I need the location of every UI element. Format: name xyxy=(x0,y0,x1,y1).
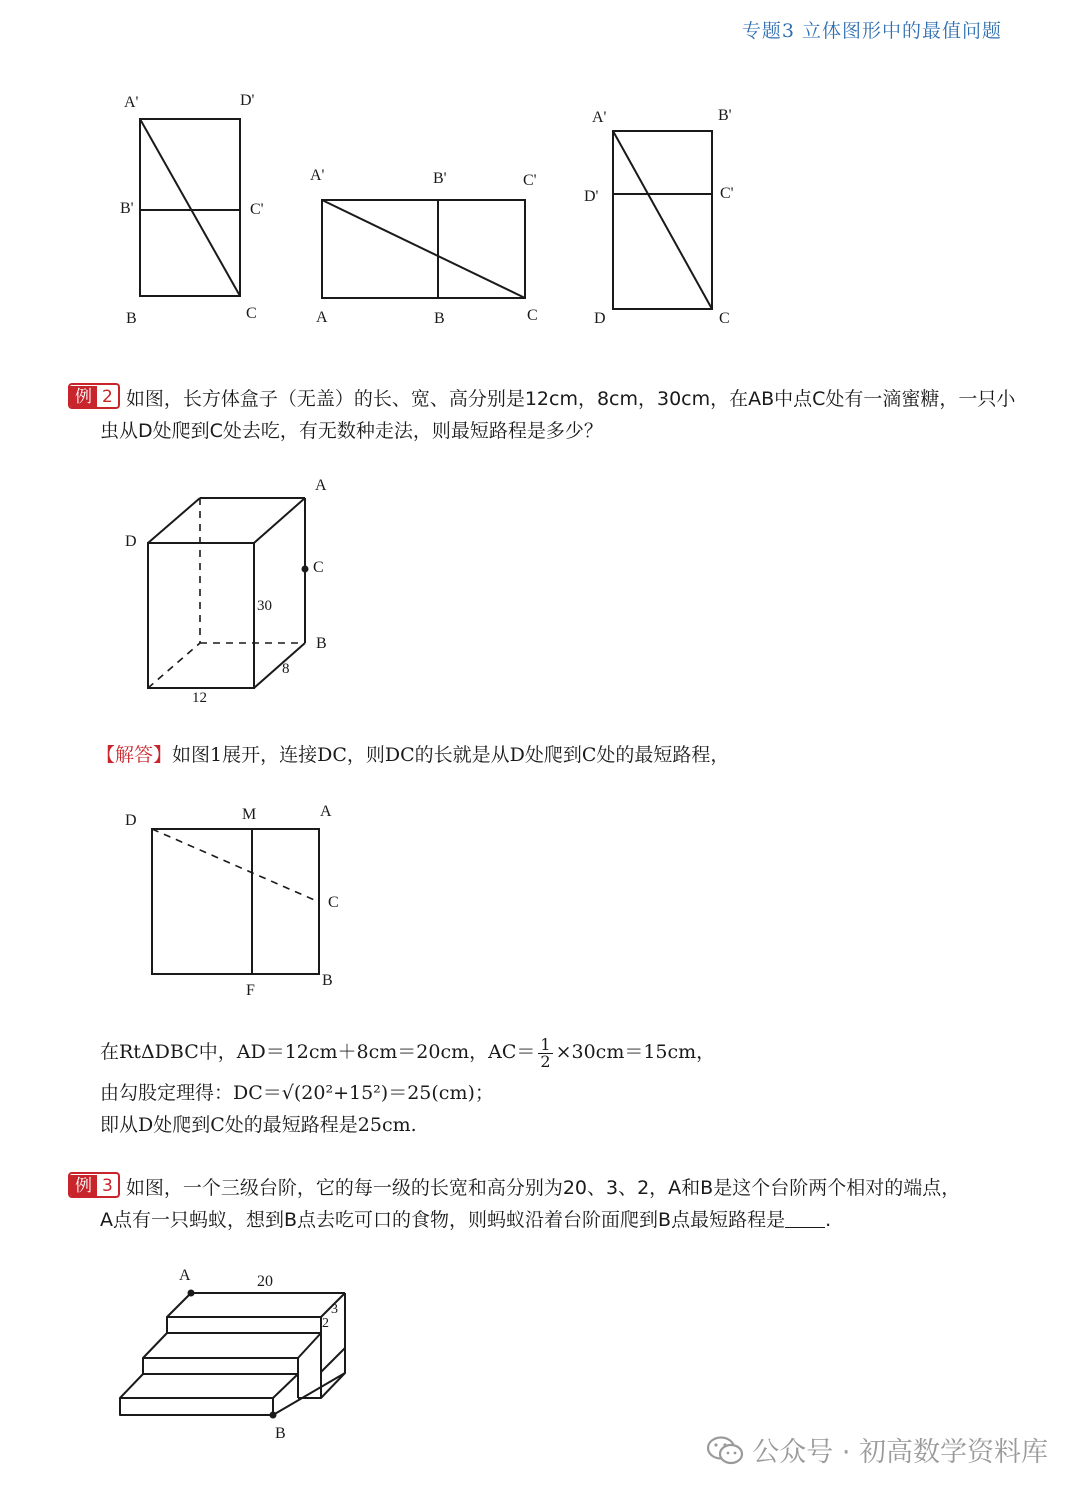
label-a-prime: A' xyxy=(310,167,325,184)
box-label-width: 8 xyxy=(282,661,290,677)
box-label-height: 30 xyxy=(257,598,272,614)
label-c-prime: C' xyxy=(250,201,264,218)
net-label-c: C xyxy=(328,894,339,911)
label-c-prime: C' xyxy=(720,185,734,202)
net-label-b: B xyxy=(322,972,333,989)
example2-line1: 例 2 如图，长方体盒子（无盖）的长、宽、高分别是12cm，8cm，30cm，在AB中点C处有一滴蜜糖，一只小 xyxy=(68,383,1015,415)
box-label-length: 12 xyxy=(192,690,207,706)
net-label-d: D xyxy=(125,812,137,829)
answer-line1: 【解答】如图1展开，连接DC，则DC的长就是从D处爬到C处的最短路程， xyxy=(96,744,730,766)
example3-line1: 例 3 如图，一个三级台阶，它的每一级的长宽和高分别为20、3、2，A和B是这个台阶两个相对的端点， xyxy=(68,1172,960,1204)
label-c-prime: C' xyxy=(523,172,537,189)
box-label-d: D xyxy=(125,533,137,550)
label-c: C xyxy=(246,305,257,322)
calc-line3: 即从D处爬到C处的最短路程是25cm. xyxy=(100,1114,417,1136)
example-badge: 例 2 xyxy=(68,383,120,409)
net-label-f: F xyxy=(246,982,255,999)
unfold-diagram-right xyxy=(613,131,712,309)
stairs-label-a: A xyxy=(179,1267,191,1284)
stairs-diagram xyxy=(0,1270,400,1450)
unfold-diagram-left xyxy=(140,119,240,296)
calc-line1: 在RtΔDBC中，AD＝12cm＋8cm＝20cm，AC＝ $\frac{1}{2}$ ×30cm＝15cm， xyxy=(100,1034,716,1071)
unfold-net-diagram xyxy=(0,810,400,1010)
example3-line2: A点有一只蚂蚁，想到B点去吃可口的食物，则蚂蚁沿着台阶面爬到B点最短路程是 . xyxy=(100,1209,832,1231)
fraction: $\frac{1}{2}$ xyxy=(540,1034,551,1071)
example-badge: 例 3 xyxy=(68,1172,120,1198)
unfold-diagram-middle xyxy=(322,200,525,298)
label-c: C xyxy=(527,307,538,324)
label-c: C xyxy=(719,310,730,327)
label-b-prime: B' xyxy=(718,107,732,124)
stairs-label-length: 20 xyxy=(257,1273,273,1290)
label-d-prime: D' xyxy=(240,92,255,109)
stairs-label-b: B xyxy=(275,1425,286,1442)
page-header-title: 专题3 立体图形中的最值问题 xyxy=(741,20,1002,42)
box-diagram xyxy=(0,470,400,720)
label-b: B xyxy=(126,310,137,327)
net-label-a: A xyxy=(320,803,332,820)
label-d: D xyxy=(594,310,606,327)
answer-tag: 【解答】 xyxy=(96,744,173,766)
label-b-prime: B' xyxy=(433,170,447,187)
stairs-label-width: 3 xyxy=(331,1302,338,1317)
label-a-prime: A' xyxy=(124,94,139,111)
example2-line2: 虫从D处爬到C处去吃，有无数种走法，则最短路程是多少？ xyxy=(100,420,603,442)
watermark: 公众号 · 初高数学资料库 xyxy=(706,1430,1048,1469)
wechat-icon xyxy=(706,1435,744,1465)
box-label-a: A xyxy=(315,477,327,494)
answer-blank xyxy=(785,1209,825,1228)
label-b-prime: B' xyxy=(120,200,134,217)
stairs-label-height: 2 xyxy=(322,1316,329,1331)
net-label-m: M xyxy=(242,806,257,823)
label-d-prime: D' xyxy=(584,188,599,205)
label-b: B xyxy=(434,310,445,327)
label-a-prime: A' xyxy=(592,109,607,126)
calc-line2: 由勾股定理得：DC＝√(20²+15²)＝25(cm)； xyxy=(100,1082,494,1104)
box-label-c: C xyxy=(313,559,324,576)
label-a: A xyxy=(316,309,328,326)
box-label-b: B xyxy=(316,635,327,652)
